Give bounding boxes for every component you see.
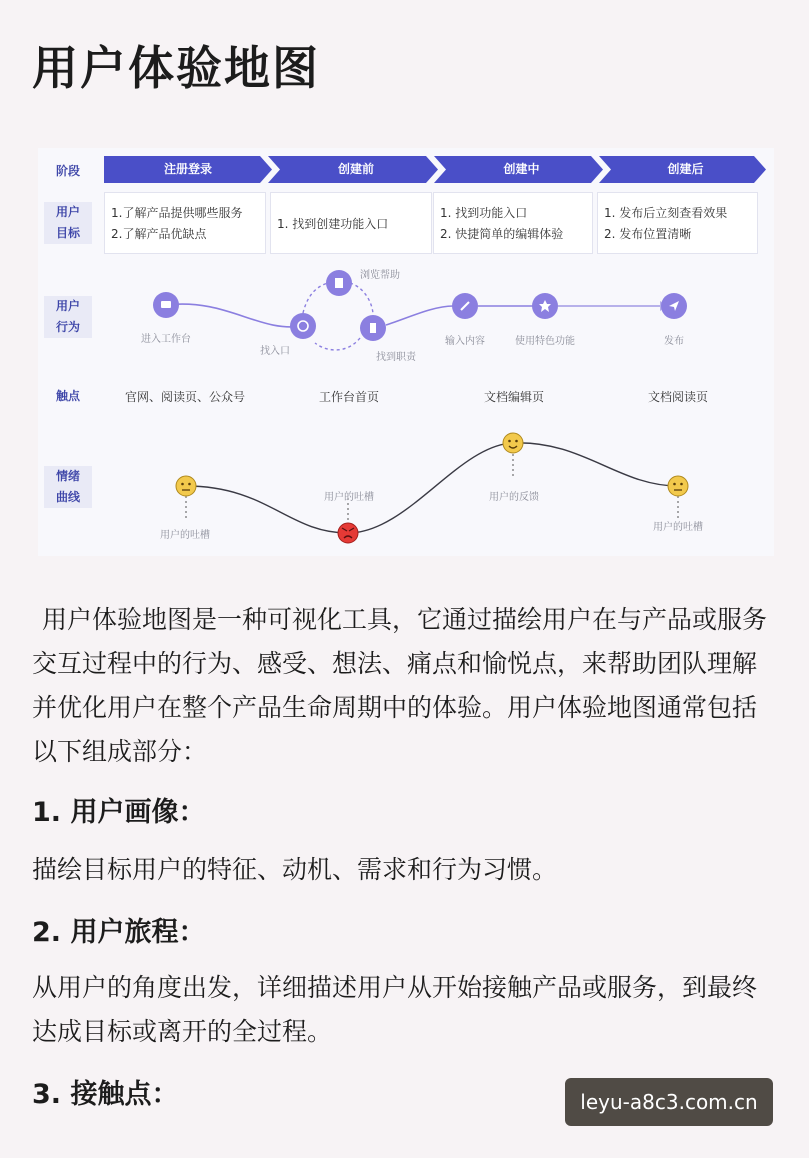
happy-face-icon xyxy=(503,433,523,453)
row-label-stage: 阶段 xyxy=(55,164,80,178)
touchpoint: 工作台首页 xyxy=(318,390,380,404)
action-label: 发布 xyxy=(664,336,684,347)
stage-label: 创建前 xyxy=(337,162,374,176)
action-label: 找到职责 xyxy=(376,352,416,363)
section-body: 描绘目标用户的特征、动机、需求和行为习惯。 xyxy=(32,855,558,884)
node-enter-workbench xyxy=(153,292,179,318)
neutral-face-icon xyxy=(668,476,688,496)
action-label: 浏览帮助 xyxy=(360,270,400,281)
row-label-emotion: 情绪 曲线 xyxy=(44,466,92,508)
action-label: 进入工作台 xyxy=(141,334,191,345)
angry-face-icon xyxy=(338,523,358,543)
intro-paragraph: 用户体验地图是一种可视化工具，它通过描绘用户在与产品或服务交互过程中的行为、感受、想法、痛点和愉悦点，来帮助团队理解并优化用户在整个产品生命周期中的体验。用户体验地图通常包括以下组成部分： xyxy=(32,605,768,766)
node-find-duty xyxy=(360,315,386,341)
article-body xyxy=(32,598,777,1114)
flow-line-return xyxy=(315,338,360,350)
stage-label: 注册登录 xyxy=(163,162,212,176)
emotion-label: 用户的吐槽 xyxy=(324,492,374,503)
flow-line-1 xyxy=(166,304,303,327)
touchpoint: 文档阅读页 xyxy=(647,390,709,404)
node-publish xyxy=(661,293,687,319)
touchpoint: 官网、阅读页、公众号 xyxy=(124,390,246,404)
stage-label: 创建后 xyxy=(667,162,704,176)
section-heading: 2. 用户旅程： xyxy=(32,917,206,948)
emotion-label: 用户的吐槽 xyxy=(653,522,703,533)
node-special-feature xyxy=(532,293,558,319)
section-heading: 1. 用户画像： xyxy=(32,797,206,828)
goal-box-before-create: 1. 找到创建功能入口 xyxy=(270,192,432,254)
row-label-touch: 触点 xyxy=(55,389,80,403)
stage-label: 创建中 xyxy=(503,162,540,176)
page-title: 用户体验地图 xyxy=(32,41,320,95)
node-input-content xyxy=(452,293,478,319)
action-label: 找入口 xyxy=(260,346,290,357)
neutral-face-icon xyxy=(176,476,196,496)
action-label: 使用特色功能 xyxy=(515,336,575,347)
goal-box-register: 1.了解产品提供哪些服务 2.了解产品优缺点 xyxy=(104,192,266,254)
row-label-action: 用户 行为 xyxy=(44,296,92,338)
section-body: 从用户的角度出发，详细描述用户从开始接触产品或服务，到最终达成目标或离开的全过程。 xyxy=(32,973,758,1046)
watermark: leyu-a8c3.com.cn xyxy=(565,1078,773,1126)
flow-line-2 xyxy=(386,306,453,325)
section-heading: 3. 接触点： xyxy=(32,1079,179,1110)
emotion-label: 用户的吐槽 xyxy=(160,530,210,541)
flow-line-help-down xyxy=(350,283,373,318)
node-find-entry xyxy=(290,313,316,339)
row-label-goal: 用户 目标 xyxy=(44,202,92,244)
action-label: 输入内容 xyxy=(445,336,485,347)
flow-line-help-up xyxy=(303,283,328,313)
goal-box-creating: 1. 找到功能入口 2. 快捷简单的编辑体验 xyxy=(433,192,593,254)
node-browse-help xyxy=(326,270,352,296)
emotion-curve xyxy=(186,443,678,533)
goal-box-after-create: 1. 发布后立刻查看效果 2. 发布位置清晰 xyxy=(597,192,758,254)
emotion-label: 用户的反馈 xyxy=(489,492,539,503)
user-experience-map xyxy=(38,148,774,556)
touchpoint: 文档编辑页 xyxy=(483,390,545,404)
